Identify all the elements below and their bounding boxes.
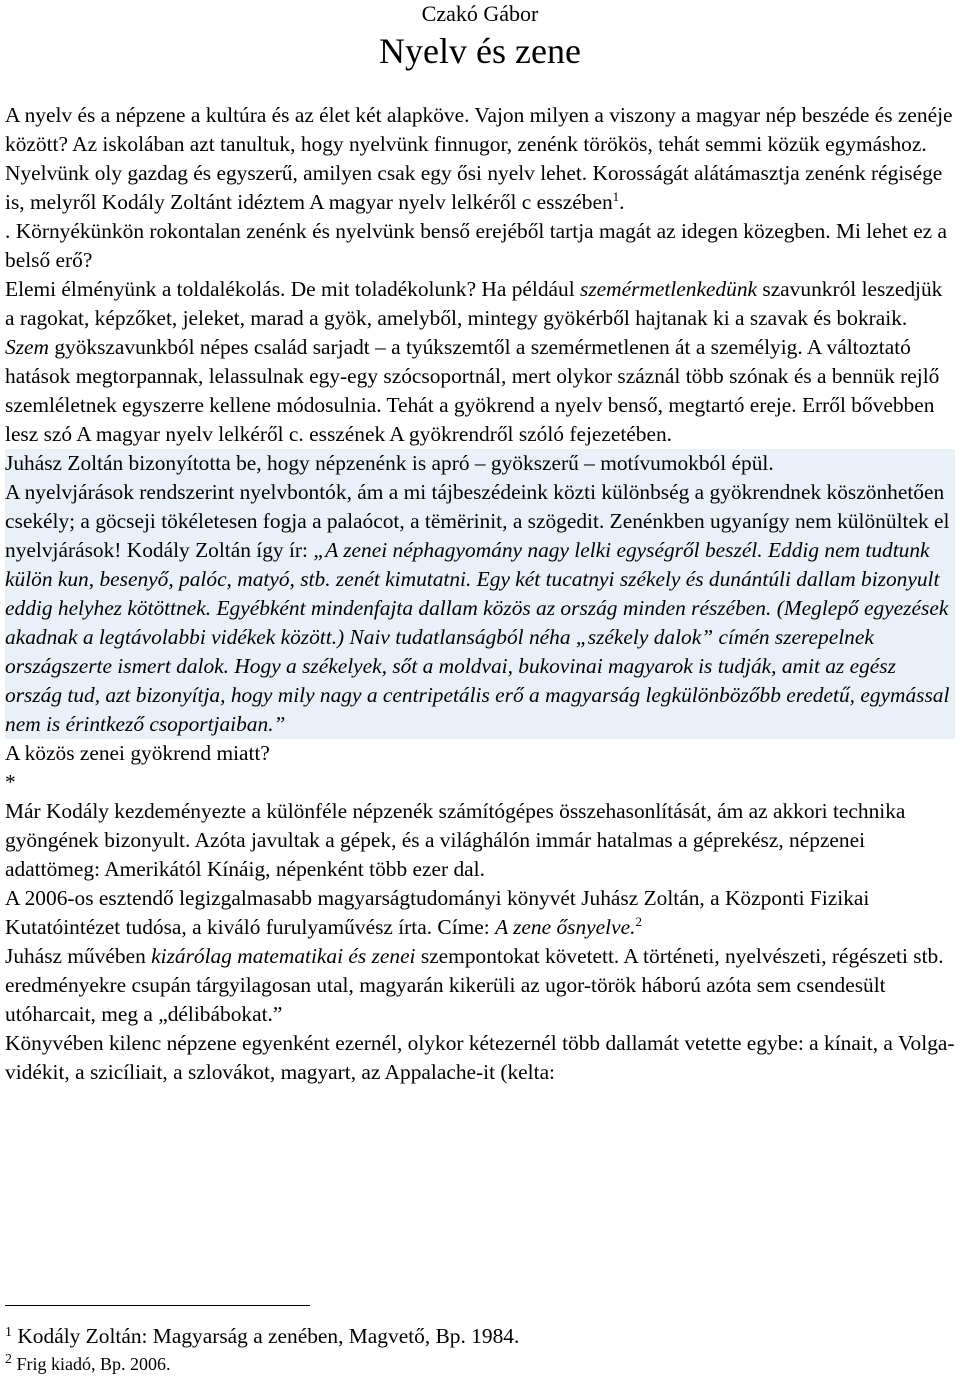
- paragraph-inner-strength: . Környékünkön rokontalan zenénk és nyelvünk benső erejéből tartja magát az idegen közegben. Mi lehet ez a belső erő?: [5, 219, 948, 272]
- text-run: A 2006-os esztendő legizgalmasabb magyarságtudományi könyvét Juhász Zoltán, a Központi Fizikai Kutatóintézet tudósa, a kiváló furulyaművész írta. Címe:: [5, 886, 870, 939]
- paragraph-end: .: [619, 190, 625, 214]
- text-run: szavunkról leszedjük a ragokat, képzőket, jeleket, marad a gyök, amelyből, mintegy gyökérből hajtanak ki a szavak és bokraik.: [5, 277, 943, 330]
- paragraph-suffixes: [5, 275, 955, 449]
- author-name: Czakó Gábor: [421, 1, 539, 26]
- article-body: [5, 101, 955, 1087]
- footnote-1: [5, 1322, 955, 1350]
- footnote-number: 2: [5, 1352, 12, 1367]
- text-run: Juhász művében: [5, 944, 152, 968]
- paragraph-method: [5, 942, 955, 1029]
- section-separator: *: [5, 770, 16, 794]
- footnote-number: 1: [5, 1325, 12, 1340]
- kodaly-quote: „A zenei néphagyomány nagy lelki egységről beszél. Eddig nem tudtunk külön kun, besenyő, palóc, matyó, stb. zenét kimutatni. Egy két tucatnyi székely és dunántúli dallam bizonyult eddig helyhez kötöttnek. Egyébként mindenfajta dallam közös az ország minden részében. (Meglepő egyezések akadnak a legtávolabbi vidékek között.) Naiv tudatlanságból néha „székely dalok” címén szerepelnek országszerte ismert dalok. Hogy a székelyek, sőt a moldvai, bukovinai magyarok is tudják, amit az egész ország tud, azt bizonyítja, hogy mily nagy a centripetális erő a magyarság legkülönbözőbb eredetű, egymással nem is érintkező csoportjaiban.”: [5, 538, 950, 736]
- paragraph-question: A közös zenei gyökrend miatt?: [5, 741, 270, 765]
- text-run: szempontokat követett. A történeti, nyelvészeti, régészeti stb. eredményekre csupán tárgyilagosan utal, magyarán kikerüli az ugor-török háború azóta sem csendesült utóharcait, meg a „délibábokat.”: [5, 944, 944, 1026]
- footnote-ref-1[interactable]: 1: [612, 189, 620, 204]
- paragraph-computer-analysis: Már Kodály kezdeményezte a különféle népzenék számítógépes összehasonlítását, ám az akkori technika gyöngének bizonyult. Azóta javultak a gépek, és a világhálón immár hatalmas a géprekész, népzenei adattömeg: Amerikától Kínáig, népenként több ezer dal.: [5, 799, 906, 881]
- book-title: A zene ősnyelve.: [495, 915, 636, 939]
- paragraph-intro: A nyelv és a népzene a kultúra és az élet két alapköve. Vajon milyen a viszony a magyar nép beszéde és zenéje között? Az iskolában azt tanultuk, hogy nyelvünk finnugor, zenénk törökös, tehát semmi közük egymáshoz.: [5, 103, 953, 156]
- footnote-text: Kodály Zoltán: Magyarság a zenében, Magvető, Bp. 1984.: [17, 1324, 520, 1348]
- paragraph-book: [5, 884, 955, 942]
- paragraph-ancient-language: [5, 159, 955, 217]
- footnotes: [5, 1322, 955, 1378]
- text-run: Elemi élményünk a toldalékolás. De mit toladékolunk? Ha például: [5, 277, 581, 301]
- italic-phrase: kizárólag matematikai és zenei: [151, 944, 416, 968]
- italic-word: Szem: [5, 335, 49, 359]
- text-run: gyökszavunkból népes család sarjadt – a tyúkszemtől a szemérmetlenen át a személyig. A változtató hatások megtorpannak, lelassulnak egy-egy szócsoportnál, mert olykor száznál több szónak és a bennük rejlő szemléletnek egyszerre kellene módosulnia. Tehát a gyökrend a nyelv benső, megtartó ereje. Erről bővebben lesz szó A magyar nyelv lelkéről c. esszének A gyökrendről szóló fejezetében.: [5, 335, 940, 446]
- text-run: A nyelvjárások rendszerint nyelvbontók, ám a mi tájbeszédeink közti különbség a gyökrendnek köszönhetően csekély; a göcseji tökéletesen fogja a palaócot, a tëmërinit, a szögedit. Zenénkben ugyanígy nem különültek el nyelvjárások! Kodály Zoltán így ír:: [5, 480, 950, 562]
- paragraph-comparison: Könyvében kilenc népzene egyenként ezernél, olykor kétezernél több dallamát vetette egybe: a kínait, a Volga-vidékit, a szicíliait, a szlovákot, magyart, az Appalache-it (kelta:: [5, 1031, 955, 1084]
- footnote-ref-2[interactable]: 2: [635, 914, 642, 929]
- paragraph-text: Nyelvünk oly gazdag és egyszerű, amilyen csak egy ősi nyelv lehet. Korosságát alátámasztja zenénk régisége is, melyről Kodály Zoltánt idéztem A magyar nyelv lelkéről c esszében: [5, 161, 943, 214]
- paragraph-motifs: Juhász Zoltán bizonyította be, hogy népzenénk is apró – gyökszerű – motívumokból épül.: [5, 449, 955, 478]
- italic-word: szemérmetlenkedünk: [580, 277, 758, 301]
- paragraph-dialects: [5, 478, 955, 739]
- footnote-text: Frig kiadó, Bp. 2006.: [16, 1354, 171, 1374]
- footnote-divider: [5, 1305, 310, 1306]
- page-title: Nyelv és zene: [379, 31, 581, 71]
- footnote-2: [5, 1350, 955, 1378]
